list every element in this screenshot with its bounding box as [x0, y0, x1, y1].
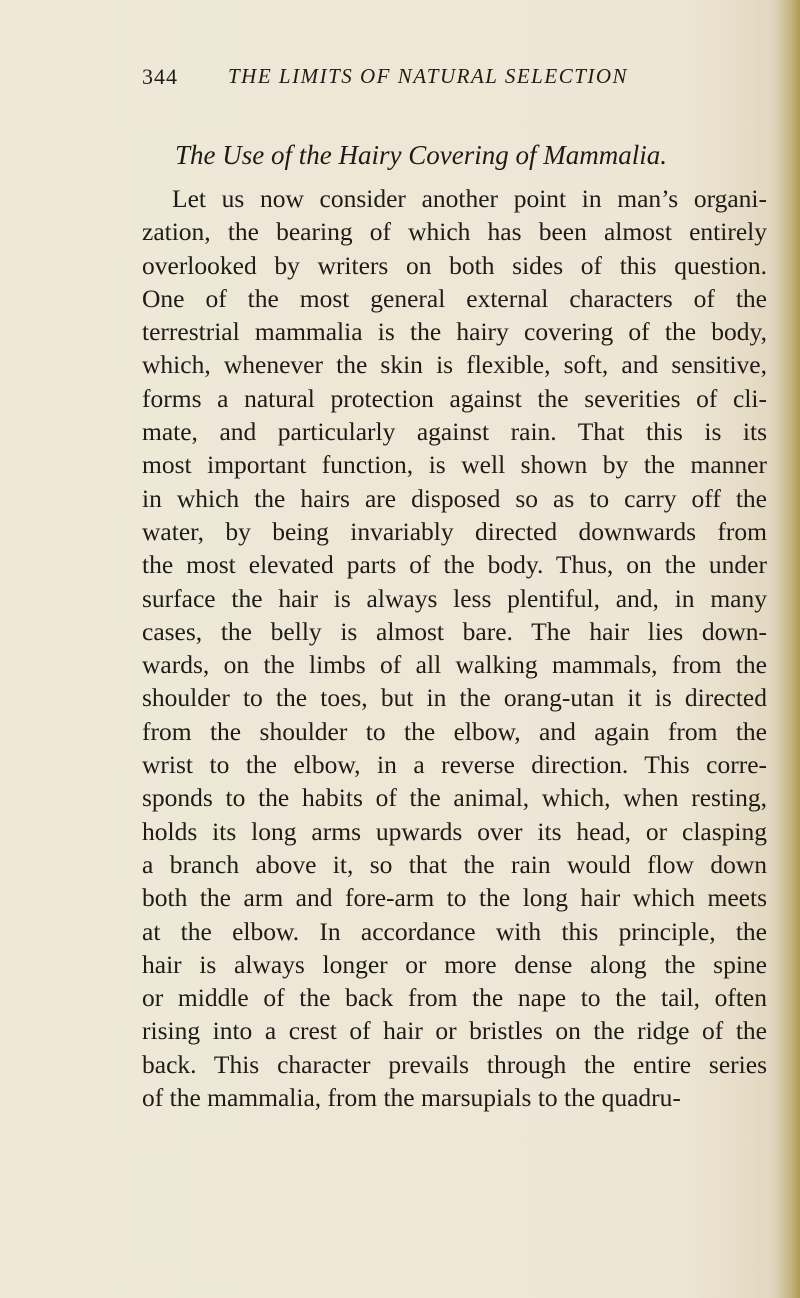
- text-line: the most elevated parts of the body. Thus, on the under: [142, 550, 767, 580]
- text-line: back. This character prevails through the entire series: [142, 1049, 767, 1079]
- text-line: most important function, is well shown by the manner: [142, 450, 767, 480]
- text-line: which, whenever the skin is flexible, soft, and sensitive,: [142, 350, 767, 380]
- text-line: a branch above it, so that the rain would flow down: [142, 849, 767, 879]
- text-line: or middle of the back from the nape to the tail, often: [142, 983, 767, 1013]
- section-title: The Use of the Hairy Covering of Mammalia.: [175, 140, 667, 170]
- text-line: mate, and particularly against rain. That this is its: [142, 417, 767, 447]
- text-line: at the elbow. In accordance with this principle, the: [142, 916, 767, 946]
- text-line: forms a natural protection against the severities of cli-: [142, 383, 767, 413]
- text-line: cases, the belly is almost bare. The hair lies down-: [142, 616, 767, 646]
- running-title: THE LIMITS OF NATURAL SELECTION: [228, 64, 629, 88]
- text-line: overlooked by writers on both sides of this question.: [142, 250, 767, 280]
- text-line: both the arm and fore-arm to the long hair which meets: [142, 883, 767, 913]
- text-line: hair is always longer or more dense along the spine: [142, 949, 767, 979]
- text-line: wrist to the elbow, in a reverse direction. This corre-: [142, 750, 767, 780]
- text-line: One of the most general external characters of the: [142, 283, 767, 313]
- text-line: of the mammalia, from the marsupials to the quadru-: [142, 1083, 681, 1113]
- text-line: wards, on the limbs of all walking mammals, from the: [142, 650, 767, 680]
- body-paragraph: [142, 182, 782, 1114]
- text-line: water, by being invariably directed downwards from: [142, 516, 767, 546]
- text-line: terrestrial mammalia is the hairy covering of the body,: [142, 317, 767, 347]
- text-line: Let us now consider another point in man’s organi-: [172, 184, 767, 213]
- text-line: rising into a crest of hair or bristles on the ridge of the: [142, 1016, 767, 1046]
- text-line: surface the hair is always less plentiful, and, in many: [142, 583, 767, 613]
- page-header: [142, 64, 702, 94]
- text-line: sponds to the habits of the animal, which, when resting,: [142, 783, 767, 813]
- text-line: holds its long arms upwards over its head, or clasping: [142, 816, 767, 846]
- text-line: from the shoulder to the elbow, and again from the: [142, 716, 767, 746]
- text-line: zation, the bearing of which has been almost entirely: [142, 217, 767, 247]
- text-line: in which the hairs are disposed so as to carry off the: [142, 483, 767, 513]
- page-number: 344: [142, 64, 178, 89]
- text-line: shoulder to the toes, but in the orang-utan it is directed: [142, 683, 767, 713]
